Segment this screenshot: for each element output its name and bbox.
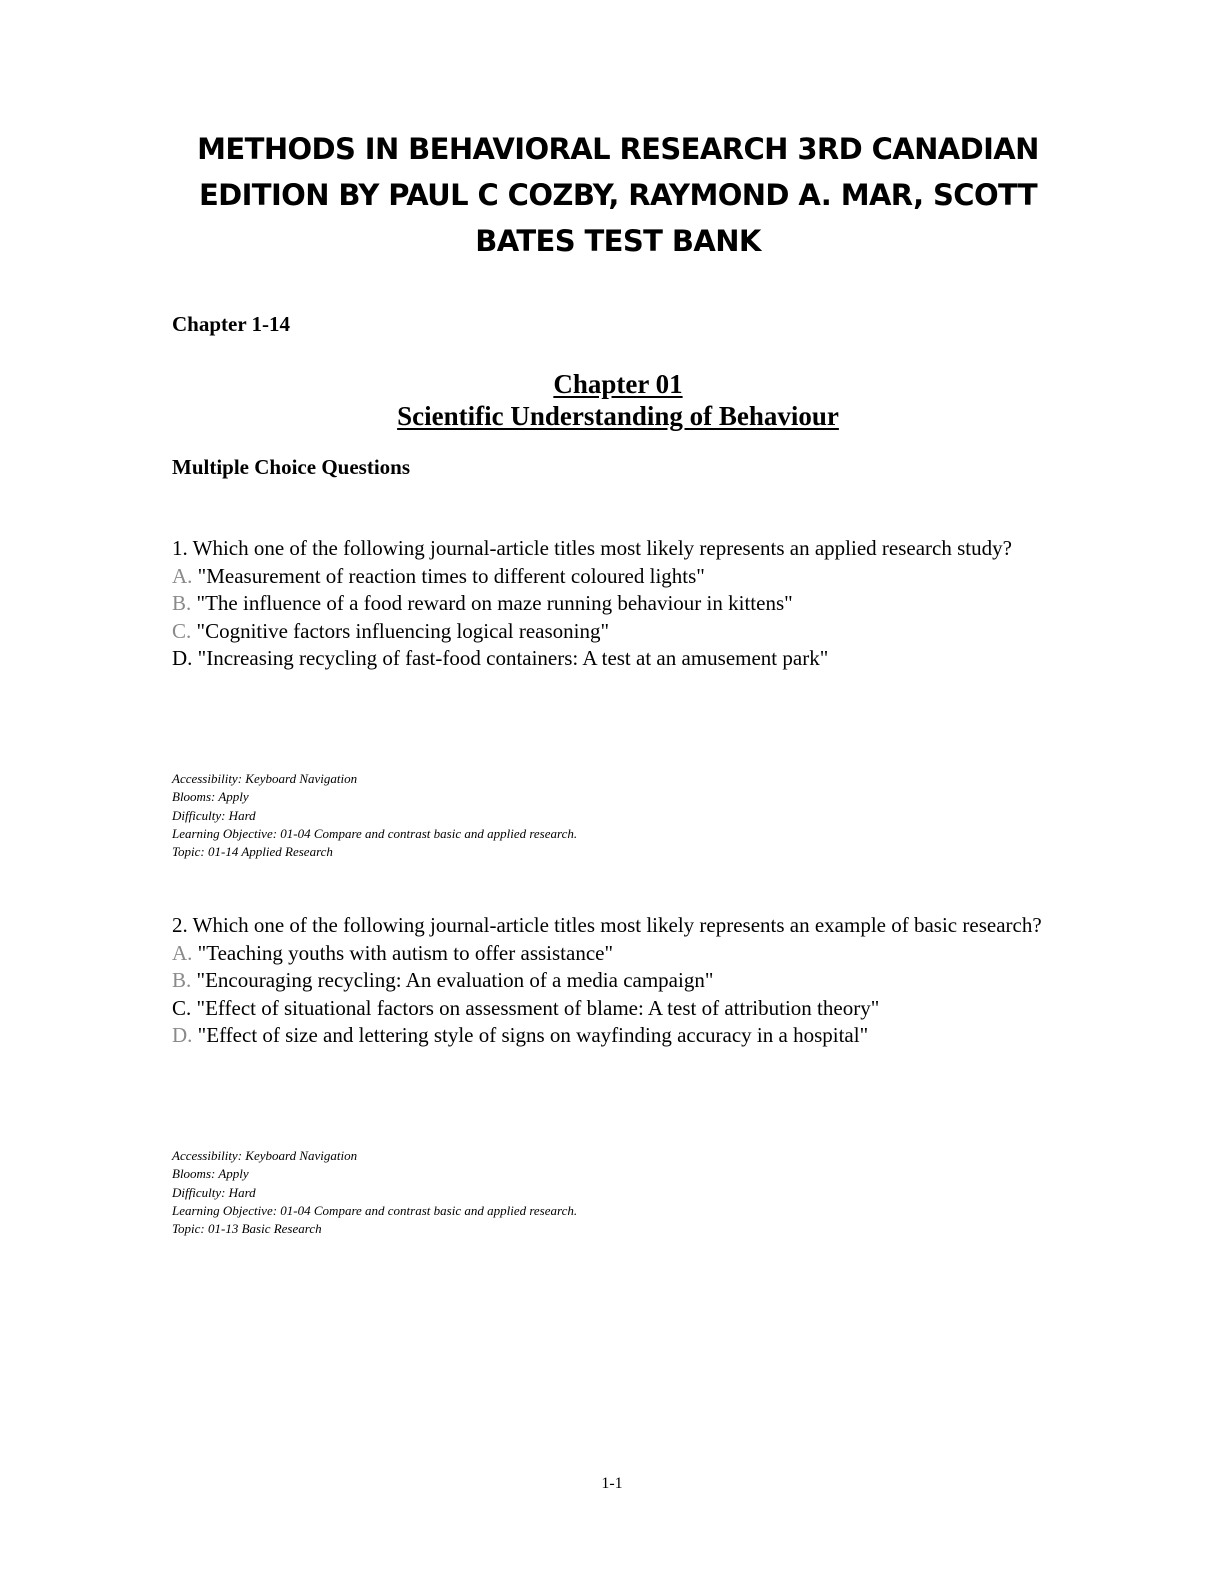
option-letter: B. xyxy=(172,968,192,992)
title-line: BATES TEST BANK xyxy=(475,224,761,258)
title-line: EDITION BY PAUL C COZBY, RAYMOND A. MAR, SCOTT xyxy=(198,178,1038,212)
option-letter: C. xyxy=(172,618,192,643)
option-c xyxy=(172,618,1072,646)
chapter-title: Scientific Understanding of Behaviour xyxy=(397,401,839,431)
question-stem: 1. Which one of the following journal-article titles most likely represents an applied research study? xyxy=(172,536,1012,560)
option-text: "Effect of size and lettering style of signs on wayfinding accuracy in a hospital" xyxy=(192,1023,869,1047)
chapter-range: Chapter 1-14 xyxy=(172,312,291,336)
option-text: "Increasing recycling of fast-food containers: A test at an amusement park" xyxy=(192,646,829,670)
page-number: 1-1 xyxy=(601,1475,623,1492)
meta-difficulty: Difficulty: Hard xyxy=(172,1184,256,1200)
meta-blooms: Blooms: Apply xyxy=(172,1166,249,1182)
meta-difficulty: Difficulty: Hard xyxy=(172,807,256,823)
option-letter: C. xyxy=(172,995,192,1020)
option-letter: D. xyxy=(172,646,193,670)
question-2-metadata xyxy=(172,1147,577,1238)
document-title xyxy=(150,126,1086,264)
option-d-correct xyxy=(172,645,1072,673)
chapter-number: Chapter 01 xyxy=(553,369,683,399)
meta-accessibility: Accessibility: Keyboard Navigation xyxy=(172,1148,358,1163)
option-text: "Teaching youths with autism to offer assistance" xyxy=(192,940,614,965)
meta-topic: Topic: 01-14 Applied Research xyxy=(172,844,333,860)
option-text: "Effect of situational factors on assessment of blame: A test of attribution theory" xyxy=(191,995,880,1020)
option-letter: A. xyxy=(172,940,193,965)
question-1 xyxy=(172,535,1072,673)
meta-learning-objective: Learning Objective: 01-04 Compare and contrast basic and applied research. xyxy=(172,825,578,841)
option-letter: D. xyxy=(172,1023,193,1047)
meta-learning-objective: Learning Objective: 01-04 Compare and contrast basic and applied research. xyxy=(172,1202,578,1218)
meta-accessibility: Accessibility: Keyboard Navigation xyxy=(172,771,358,786)
option-c-correct xyxy=(172,995,1072,1023)
meta-topic: Topic: 01-13 Basic Research xyxy=(172,1221,322,1237)
section-heading: Multiple Choice Questions xyxy=(172,455,411,479)
option-letter: B. xyxy=(172,591,192,615)
option-text: "The influence of a food reward on maze running behaviour in kittens" xyxy=(191,591,793,615)
meta-blooms: Blooms: Apply xyxy=(172,789,249,805)
option-b xyxy=(172,967,1072,995)
option-letter: A. xyxy=(172,563,193,588)
option-text: "Measurement of reaction times to different coloured lights" xyxy=(192,563,705,588)
title-line: METHODS IN BEHAVIORAL RESEARCH 3RD CANADIAN xyxy=(197,132,1039,166)
option-text: "Encouraging recycling: An evaluation of a media campaign" xyxy=(191,968,714,992)
question-2 xyxy=(172,912,1072,1050)
option-text: "Cognitive factors influencing logical reasoning" xyxy=(191,618,610,643)
question-stem: 2. Which one of the following journal-article titles most likely represents an example of basic research? xyxy=(172,913,1042,937)
chapter-heading xyxy=(150,368,1086,432)
option-d xyxy=(172,1022,1072,1050)
question-1-metadata xyxy=(172,770,577,861)
option-b xyxy=(172,590,1072,618)
option-a xyxy=(172,940,1072,968)
option-a xyxy=(172,563,1072,591)
